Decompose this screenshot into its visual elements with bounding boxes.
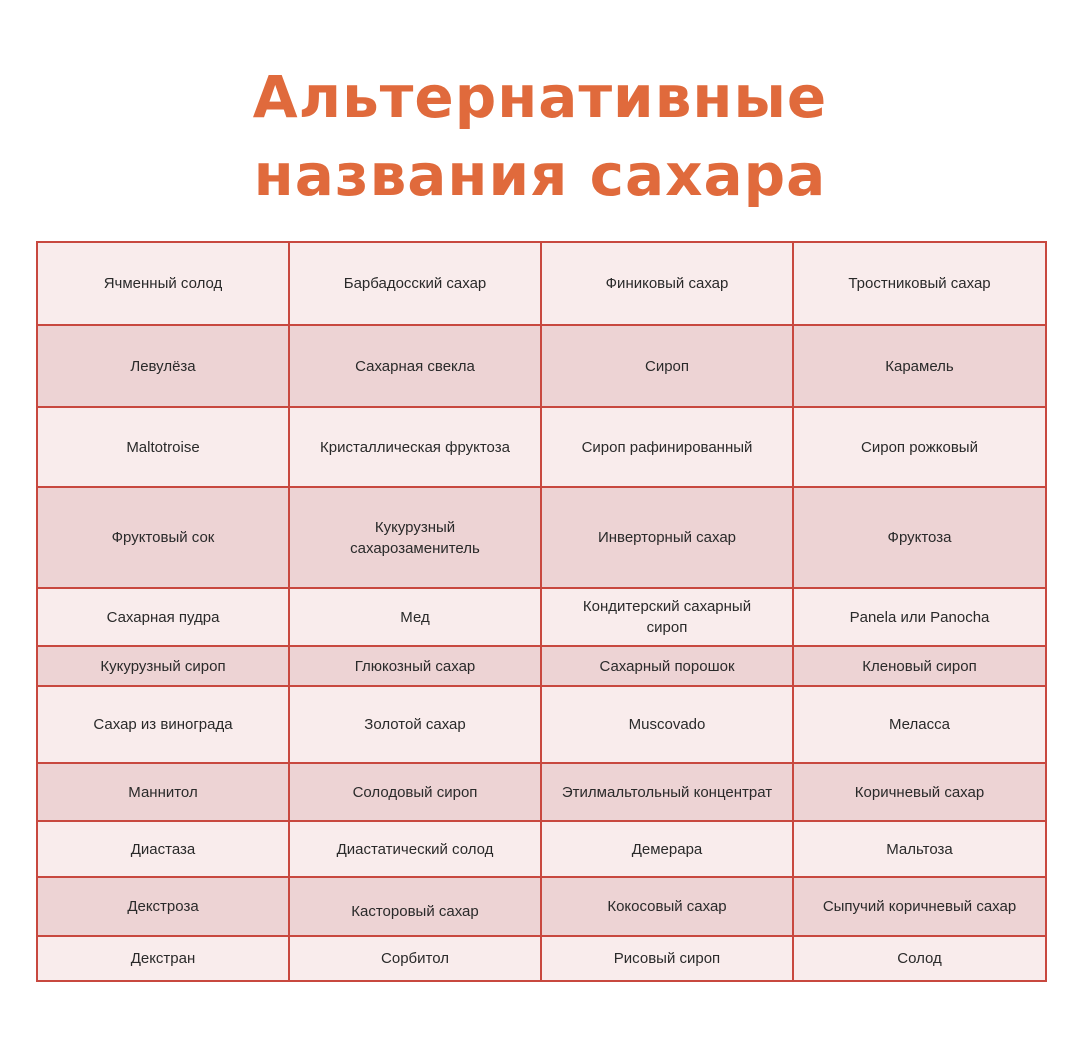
title-line-2: названия сахара xyxy=(253,141,827,209)
page-title xyxy=(0,58,1080,214)
table-row xyxy=(37,242,1046,325)
table-row xyxy=(37,325,1046,407)
table-cell: Диастаза xyxy=(37,821,289,877)
table-cell: Глюкозный сахар xyxy=(289,646,541,686)
table-cell: Солод xyxy=(793,936,1046,981)
table-row xyxy=(37,936,1046,981)
table-cell: Солодовый сироп xyxy=(289,763,541,821)
table-row xyxy=(37,588,1046,646)
table-row xyxy=(37,686,1046,763)
table-cell: Золотой сахар xyxy=(289,686,541,763)
table-cell: Мед xyxy=(289,588,541,646)
table-row xyxy=(37,877,1046,936)
table-cell: Карамель xyxy=(793,325,1046,407)
table-cell: Muscovado xyxy=(541,686,793,763)
table-row xyxy=(37,821,1046,877)
table-cell: Этилмальтольный концентрат xyxy=(541,763,793,821)
table-cell: Рисовый сироп xyxy=(541,936,793,981)
table-cell: Кондитерский сахарный сироп xyxy=(541,588,793,646)
table-cell: Инверторный сахар xyxy=(541,487,793,588)
table-cell: Maltotroise xyxy=(37,407,289,487)
table-cell: Маннитол xyxy=(37,763,289,821)
table-cell: Меласса xyxy=(793,686,1046,763)
table-cell: Финиковый сахар xyxy=(541,242,793,325)
table-row xyxy=(37,646,1046,686)
table-cell: Сироп рожковый xyxy=(793,407,1046,487)
table-cell: Сорбитол xyxy=(289,936,541,981)
table-cell: Ячменный солод xyxy=(37,242,289,325)
table-row xyxy=(37,763,1046,821)
table-cell: Декстран xyxy=(37,936,289,981)
table-cell: Диастатический солод xyxy=(289,821,541,877)
table-cell: Фруктовый сок xyxy=(37,487,289,588)
table-cell: Фруктоза xyxy=(793,487,1046,588)
table-cell: Тростниковый сахар xyxy=(793,242,1046,325)
table-cell: Сыпучий коричневый сахар xyxy=(793,877,1046,936)
table-cell: Сироп рафинированный xyxy=(541,407,793,487)
sugar-names-table xyxy=(36,241,1047,982)
table-row xyxy=(37,407,1046,487)
table-cell: Барбадосский сахар xyxy=(289,242,541,325)
table-cell: Сахар из винограда xyxy=(37,686,289,763)
table-cell: Кристаллическая фруктоза xyxy=(289,407,541,487)
table-cell: Сироп xyxy=(541,325,793,407)
table-cell: Сахарная пудра xyxy=(37,588,289,646)
table-cell: Сахарный порошок xyxy=(541,646,793,686)
table-cell: Демерара xyxy=(541,821,793,877)
table-cell: Кукурузный сахарозаменитель xyxy=(289,487,541,588)
table-cell: Левулёза xyxy=(37,325,289,407)
title-line-1: Альтернативные xyxy=(252,63,828,131)
table-cell: Декстроза xyxy=(37,877,289,936)
table-cell: Кокосовый сахар xyxy=(541,877,793,936)
table-cell: Кленовый сироп xyxy=(793,646,1046,686)
table-cell: Коричневый сахар xyxy=(793,763,1046,821)
table-cell: Мальтоза xyxy=(793,821,1046,877)
table-cell: Кукурузный сироп xyxy=(37,646,289,686)
table-cell: Касторовый сахар xyxy=(289,877,541,936)
table-cell: Сахарная свекла xyxy=(289,325,541,407)
table-cell: Panela или Panocha xyxy=(793,588,1046,646)
table-row xyxy=(37,487,1046,588)
